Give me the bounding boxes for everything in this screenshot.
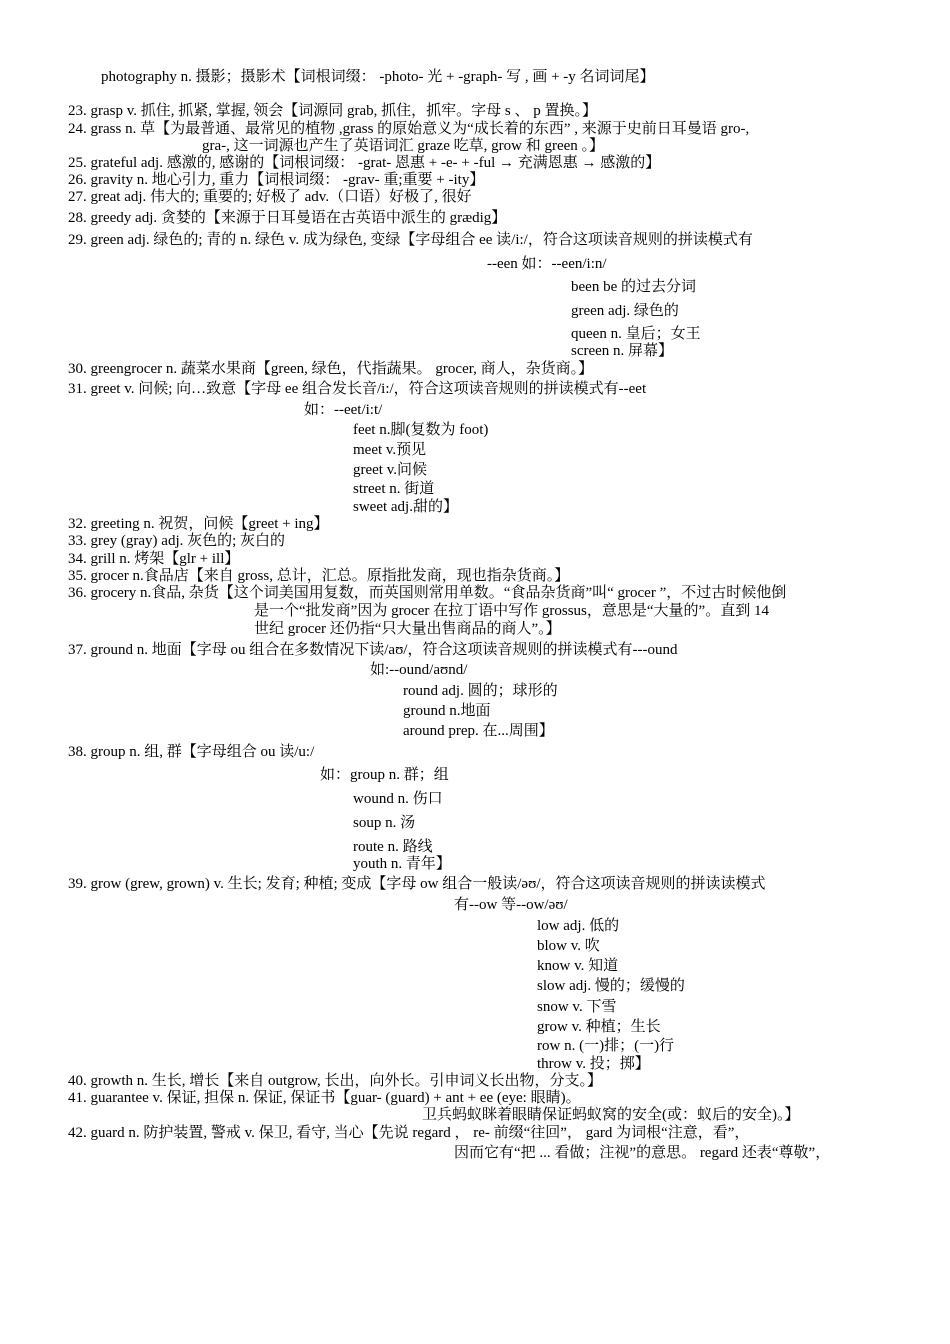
entry-39-example: grow v. 种植；生长 [537,1019,661,1035]
entry-39-example: blow v. 吹 [537,938,600,954]
entry-31-example: feet n.脚(复数为 foot) [353,422,489,438]
entry-34: 34. grill n. 烤架【glr + ill】 [68,551,240,567]
entry-29-example: screen n. 屏幕】 [571,343,674,359]
entry-25: 25. grateful adj. 感激的, 感谢的【词根词缀： -grat- 恩惠 + -e- + -ful → 充满恩惠 → 感激的】 [68,155,661,171]
entry-36-cont: 是一个“批发商”因为 grocer 在拉丁语中写作 grossus，意思是“大量的”。直到 14 [254,603,769,619]
entry-39-example: snow v. 下雪 [537,999,617,1015]
entry-31: 31. greet v. 问候; 向…致意【字母 ee 组合发长音/i:/，符合这项读音规则的拼读模式有--eet [68,381,647,397]
entry-39-example: row n. (一)排；(一)行 [537,1038,675,1054]
entry-38-example: soup n. 汤 [353,815,416,831]
entry-36-cont: 世纪 grocer 还仍指“只大量出售商品的商人”。】 [254,621,561,637]
entry-38: 38. group n. 组, 群【字母组合 ou 读/u:/ [68,744,315,760]
entry-42-cont: 因而它有“把 ... 看做；注视”的意思。 regard 还表“尊敬”， [454,1145,831,1161]
entry-37-example: ground n.地面 [403,703,491,719]
entry-32: 32. greeting n. 祝贺，问候【greet + ing】 [68,516,329,532]
entry-30: 30. greengrocer n. 蔬菜水果商【green, 绿色，代指蔬果。 grocer, 商人，杂货商。】 [68,361,594,377]
entry-27: 27. great adj. 伟大的; 重要的; 好极了 adv.（口语）好极了, 很好 [68,189,472,205]
entry-40: 40. growth n. 生长, 增长【来自 outgrow, 长出，向外长。引申词义长出物，分支。】 [68,1073,603,1089]
entry-24-cont: gra-, 这一词源也产生了英语词汇 graze 吃草, grow 和 green 。】 [202,138,605,154]
entry-29-example: green adj. 绿色的 [571,303,679,319]
entry-41-cont: 卫兵蚂蚁眯着眼睛保证蚂蚁窝的安全(或：蚁后的安全)。】 [422,1107,800,1123]
entry-31-example: sweet adj.甜的】 [353,499,458,515]
entry-38-example: route n. 路线 [353,839,433,855]
entry-37: 37. ground n. 地面【字母 ou 组合在多数情况下读/aʊ/，符合这项读音规则的拼读模式有---ound [68,642,678,658]
entry-31-example: greet v.问候 [353,462,428,478]
entry-23: 23. grasp v. 抓住, 抓紧, 掌握, 领会【词源同 grab, 抓住，抓牢。字母 s 、 p 置换。】 [68,103,598,119]
entry-36: 36. grocery n.食品, 杂货【这个词美国用复数，而英国则常用单数。“食品杂货商”叫“ grocer ”，不过古时候他倒 [68,585,787,601]
entry-29-example: been be 的过去分词 [571,279,696,295]
entry-41: 41. guarantee v. 保证, 担保 n. 保证, 保证书【guar- (guard) + ant + ee (eye: 眼睛)。 [68,1090,581,1106]
entry-29: 29. green adj. 绿色的; 青的 n. 绿色 v. 成为绿色, 变绿【字母组合 ee 读/i:/，符合这项读音规则的拼读模式有 [68,232,753,248]
entry-29-pattern: --een 如：--een/i:n/ [487,256,607,272]
entry-39-pattern: 有--ow 等--ow/əʊ/ [454,897,568,913]
entry-31-pattern: 如：--eet/i:t/ [304,402,383,418]
entry-26: 26. gravity n. 地心引力, 重力【词根词缀： -grav- 重;重要 + -ity】 [68,172,485,188]
entry-37-pattern: 如:--ound/aʊnd/ [370,662,468,678]
entry-39-example: slow adj. 慢的；缓慢的 [537,978,685,994]
entry-42: 42. guard n. 防护装置, 警戒 v. 保卫, 看守, 当心【先说 regard ， re- 前缀“往回”， gard 为词根“注意，看”， [68,1125,750,1141]
entry-39-example: throw v. 投；掷】 [537,1056,650,1072]
entry-37-example: around prep. 在...周围】 [403,723,554,739]
entry-28: 28. greedy adj. 贪婪的【来源于日耳曼语在古英语中派生的 grædig】 [68,210,507,226]
entry-39-example: low adj. 低的 [537,918,620,934]
entry-38-pattern: 如：group n. 群；组 [320,767,449,783]
entry-24: 24. grass n. 草【为最普通、最常见的植物 ,grass 的原始意义为“成长着的东西” , 来源于史前日耳曼语 gro-, [68,121,750,137]
entry-37-example: round adj. 圆的；球形的 [403,683,558,699]
entry-31-example: meet v.预见 [353,442,427,458]
entry-29-example: queen n. 皇后；女王 [571,326,701,342]
entry-photography: photography n. 摄影；摄影术【词根词缀： -photo- 光 + -graph- 写 , 画 + -y 名词词尾】 [101,69,655,85]
entry-38-example: youth n. 青年】 [353,856,451,872]
entry-39-example: know v. 知道 [537,958,619,974]
entry-33: 33. grey (gray) adj. 灰色的; 灰白的 [68,533,286,549]
entry-39: 39. grow (grew, grown) v. 生长; 发育; 种植; 变成【字母 ow 组合一般读/əʊ/，符合这项读音规则的拼读读模式 [68,876,766,892]
entry-38-example: wound n. 伤口 [353,791,443,807]
entry-31-example: street n. 街道 [353,481,435,497]
entry-35: 35. grocer n.食品店【来自 gross, 总计，汇总。原指批发商，现也指杂货商。】 [68,568,570,584]
